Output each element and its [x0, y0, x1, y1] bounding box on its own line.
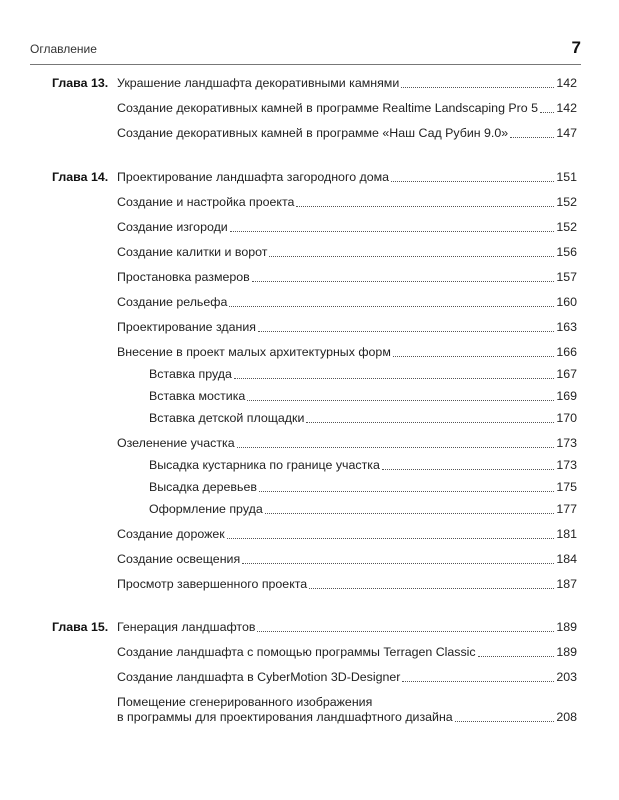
toc-entry-page: 166 — [556, 345, 577, 359]
toc-subentry[interactable] — [149, 480, 577, 495]
toc-entry-text: Высадка деревьев — [149, 480, 257, 494]
toc-entry-text-line2: в программы для проектирования ландшафтного дизайна — [117, 710, 453, 724]
toc-entry-text: Создание декоративных камней в программе «Наш Сад Рубин 9.0» — [117, 126, 509, 140]
leader-dots — [234, 378, 554, 379]
running-head-title: Оглавление — [30, 42, 97, 56]
toc-entry[interactable] — [117, 245, 577, 260]
toc-entry[interactable] — [117, 527, 577, 542]
leader-dots — [237, 447, 555, 448]
toc-entry-page: 187 — [556, 577, 577, 591]
toc-subentry[interactable] — [149, 458, 577, 473]
leader-dots — [455, 721, 555, 722]
leader-dots — [265, 513, 555, 514]
toc-entry[interactable] — [117, 76, 577, 91]
toc-entry-text: Создание декоративных камней в программе Realtime Landscaping Pro 5 — [117, 101, 539, 115]
toc-entry-text-line1: Помещение сгенерированного изображения — [117, 695, 373, 709]
toc-entry-page: 160 — [556, 295, 577, 309]
toc-subentry[interactable] — [149, 389, 577, 404]
leader-dots — [306, 422, 554, 423]
toc-entry-page: 152 — [556, 220, 577, 234]
toc-entry-page: 208 — [556, 710, 577, 724]
toc-entry[interactable] — [117, 436, 577, 451]
toc-entry-text: Проектирование ландшафта загородного дома — [117, 170, 390, 184]
chapter-14-label: Глава 14. — [52, 170, 109, 184]
toc-entry[interactable] — [117, 295, 577, 310]
toc-entry-text: Украшение ландшафта декоративными камнями — [117, 76, 400, 90]
toc-entry-page: 173 — [556, 458, 577, 472]
leader-dots — [227, 538, 555, 539]
toc-entry-text: Вставка мостика — [149, 389, 246, 403]
toc-entry-page: 156 — [556, 245, 577, 259]
leader-dots — [269, 256, 554, 257]
chapter-13-label: Глава 13. — [52, 76, 109, 90]
toc-entry-text: Создание и настройка проекта — [117, 195, 295, 209]
toc-entry-page: 170 — [556, 411, 577, 425]
toc-entry-multiline[interactable] — [117, 695, 577, 725]
leader-dots — [478, 656, 555, 657]
toc-entry[interactable] — [117, 645, 577, 660]
toc-entry-text: Озеленение участка — [117, 436, 235, 450]
leader-dots — [257, 631, 554, 632]
toc-subentry[interactable] — [149, 367, 577, 382]
toc-entry-text: Высадка кустарника по границе участка — [149, 458, 380, 472]
toc-entry-text: Создание ландшафта в CyberMotion 3D-Designer — [117, 670, 401, 684]
leader-dots — [258, 331, 554, 332]
toc-entry-page: 151 — [556, 170, 577, 184]
toc-entry[interactable] — [117, 552, 577, 567]
toc-entry[interactable] — [117, 195, 577, 210]
toc-entry-page: 157 — [556, 270, 577, 284]
leader-dots — [247, 400, 554, 401]
toc-entry-text: Создание освещения — [117, 552, 241, 566]
toc-entry-text: Оформление пруда — [149, 502, 263, 516]
toc-entry-page: 177 — [556, 502, 577, 516]
leader-dots — [540, 112, 554, 113]
toc-entry-text: Создание изгороди — [117, 220, 228, 234]
toc-entry-text: Создание ландшафта с помощью программы Terragen Classic — [117, 645, 476, 659]
toc-entry-text: Создание калитки и ворот — [117, 245, 268, 259]
toc-entry-text: Простановка размеров — [117, 270, 250, 284]
leader-dots — [382, 469, 554, 470]
toc-entry-page: 189 — [556, 620, 577, 634]
toc-entry-page: 163 — [556, 320, 577, 334]
chapter-15-label: Глава 15. — [52, 620, 109, 634]
leader-dots — [242, 563, 554, 564]
page-number: 7 — [571, 38, 581, 57]
leader-dots — [391, 181, 554, 182]
toc-entry-page: 147 — [556, 126, 577, 140]
toc-entry[interactable] — [117, 101, 577, 116]
leader-dots — [401, 87, 554, 88]
toc-entry[interactable] — [117, 320, 577, 335]
leader-dots — [510, 137, 554, 138]
toc-entry-page: 167 — [556, 367, 577, 381]
toc-entry[interactable] — [117, 220, 577, 235]
toc-entry[interactable] — [117, 126, 577, 141]
toc-entry-text: Проектирование здания — [117, 320, 256, 334]
toc-entry-text: Просмотр завершенного проекта — [117, 577, 308, 591]
toc-entry-text: Генерация ландшафтов — [117, 620, 256, 634]
toc-entry[interactable] — [117, 170, 577, 185]
toc-entry-page: 203 — [556, 670, 577, 684]
toc-entry[interactable] — [117, 620, 577, 635]
leader-dots — [393, 356, 554, 357]
toc-entry-page: 181 — [556, 527, 577, 541]
leader-dots — [229, 306, 554, 307]
leader-dots — [296, 206, 554, 207]
toc-entry[interactable] — [117, 345, 577, 360]
leader-dots — [259, 491, 554, 492]
toc-entry-page: 142 — [556, 76, 577, 90]
toc-entry[interactable] — [117, 670, 577, 685]
toc-subentry[interactable] — [149, 411, 577, 426]
toc-entry-text: Вставка пруда — [149, 367, 232, 381]
toc-entry-text: Создание дорожек — [117, 527, 225, 541]
toc-entry-text: Внесение в проект малых архитектурных форм — [117, 345, 391, 359]
toc-entry-page: 169 — [556, 389, 577, 403]
toc-entry-page: 189 — [556, 645, 577, 659]
leader-dots — [402, 681, 554, 682]
leader-dots — [230, 231, 555, 232]
toc-subentry[interactable] — [149, 502, 577, 517]
toc-entry-page: 184 — [556, 552, 577, 566]
toc-entry-page: 175 — [556, 480, 577, 494]
leader-dots — [309, 588, 554, 589]
toc-entry-page: 152 — [556, 195, 577, 209]
page-header — [30, 38, 581, 65]
toc-entry-page: 142 — [556, 101, 577, 115]
leader-dots — [252, 281, 555, 282]
toc-entry[interactable] — [117, 270, 577, 285]
toc-entry[interactable] — [117, 577, 577, 592]
toc-entry-text: Вставка детской площадки — [149, 411, 305, 425]
toc-entry-page: 173 — [556, 436, 577, 450]
toc-entry-text: Создание рельефа — [117, 295, 228, 309]
